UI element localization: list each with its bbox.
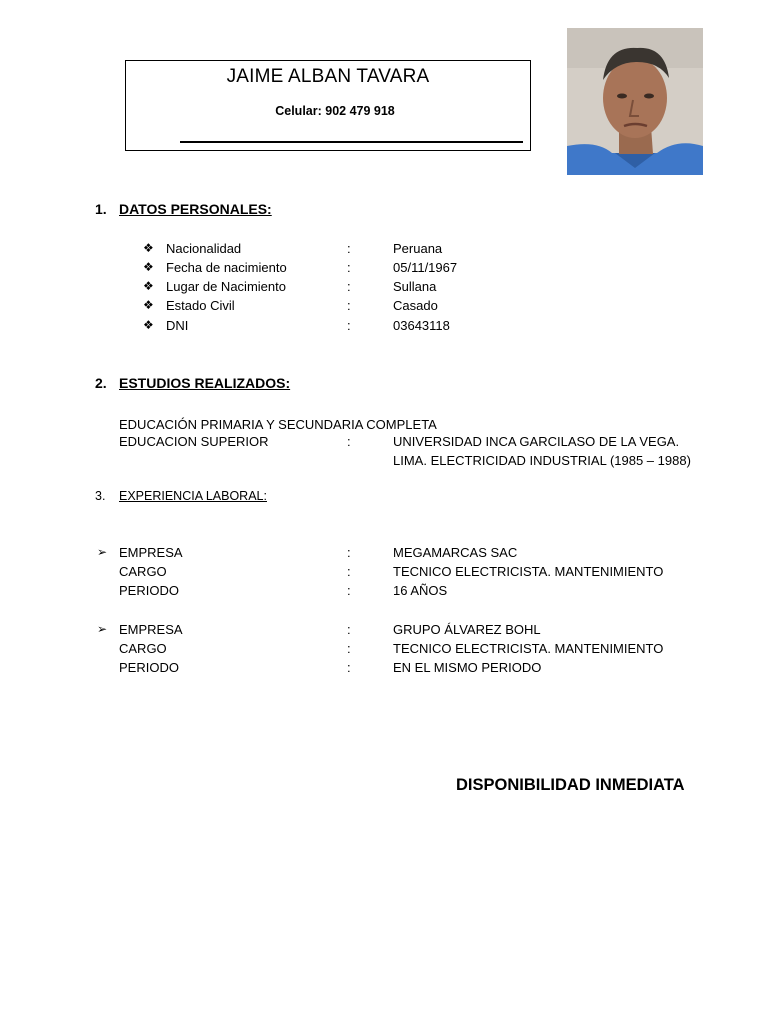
candidate-name: JAIME ALBAN TAVARA xyxy=(226,66,430,87)
section-studies-title xyxy=(95,375,290,391)
row-value: Sullana xyxy=(393,279,437,294)
diamond-bullet-icon: ❖ xyxy=(143,241,154,255)
personal-row xyxy=(143,318,703,337)
row-label: CARGO xyxy=(119,641,167,656)
row-colon: : xyxy=(347,583,351,598)
arrow-bullet-icon: ➢ xyxy=(97,545,108,559)
row-value: UNIVERSIDAD INCA GARCILASO DE LA VEGA. xyxy=(393,434,680,449)
job-empresa-row xyxy=(97,545,717,564)
row-value: 05/11/1967 xyxy=(393,260,458,275)
row-label: Nacionalidad xyxy=(166,241,242,256)
row-label: EMPRESA xyxy=(119,545,183,560)
section-experience-title xyxy=(95,489,267,503)
job-cargo-row xyxy=(97,641,717,660)
row-colon: : xyxy=(347,660,351,675)
row-label: PERIODO xyxy=(119,660,179,675)
studies-basic: EDUCACIÓN PRIMARIA Y SECUNDARIA COMPLETA xyxy=(119,417,437,432)
row-value: MEGAMARCAS SAC xyxy=(393,545,518,560)
arrow-bullet-icon: ➢ xyxy=(97,622,108,636)
section-heading: DATOS PERSONALES: xyxy=(119,201,272,217)
studies-superior-detail: LIMA. ELECTRICIDAD INDUSTRIAL (1985 – 1988) xyxy=(393,453,691,468)
row-label: Fecha de nacimiento xyxy=(166,260,287,275)
row-colon: : xyxy=(347,241,351,256)
row-colon: : xyxy=(347,545,351,560)
row-value: Casado xyxy=(393,298,438,313)
row-label: Lugar de Nacimiento xyxy=(166,279,286,294)
job-periodo-row xyxy=(97,583,717,602)
personal-row xyxy=(143,241,703,260)
row-colon: : xyxy=(347,564,351,579)
section-number: 2. xyxy=(95,375,107,391)
row-value: TECNICO ELECTRICISTA. MANTENIMIENTO xyxy=(393,564,664,579)
row-colon: : xyxy=(347,622,351,637)
row-value: GRUPO ÁLVAREZ BOHL xyxy=(393,622,541,637)
row-value: TECNICO ELECTRICISTA. MANTENIMIENTO xyxy=(393,641,664,656)
row-value: EN EL MISMO PERIODO xyxy=(393,660,542,675)
job-periodo-row xyxy=(97,660,717,679)
header-divider xyxy=(180,141,523,143)
row-value: Peruana xyxy=(393,241,443,256)
profile-photo xyxy=(567,28,703,175)
personal-row xyxy=(143,260,703,279)
job-cargo-row xyxy=(97,564,717,583)
diamond-bullet-icon: ❖ xyxy=(143,318,154,332)
row-label: PERIODO xyxy=(119,583,179,598)
diamond-bullet-icon: ❖ xyxy=(143,298,154,312)
row-colon: : xyxy=(347,318,351,333)
row-label: DNI xyxy=(166,318,189,333)
diamond-bullet-icon: ❖ xyxy=(143,260,154,274)
phone-number: Celular: 902 479 918 xyxy=(275,104,395,118)
personal-row xyxy=(143,298,703,317)
section-number: 3. xyxy=(95,489,106,503)
row-colon: : xyxy=(347,641,351,656)
row-colon: : xyxy=(347,260,351,275)
row-value: 16 AÑOS xyxy=(393,583,448,598)
studies-superior-row xyxy=(119,434,719,453)
diamond-bullet-icon: ❖ xyxy=(143,279,154,293)
section-heading: ESTUDIOS REALIZADOS: xyxy=(119,375,291,391)
row-value: 03643118 xyxy=(393,318,450,333)
row-label: Estado Civil xyxy=(166,298,235,313)
row-label: EDUCACION SUPERIOR xyxy=(119,434,269,449)
section-number: 1. xyxy=(95,201,107,217)
personal-row xyxy=(143,279,703,298)
section-personal-title xyxy=(95,201,272,217)
section-heading: EXPERIENCIA LABORAL: xyxy=(119,489,267,503)
job-empresa-row xyxy=(97,622,717,641)
row-colon: : xyxy=(347,434,351,449)
row-colon: : xyxy=(347,298,351,313)
row-label: EMPRESA xyxy=(119,622,183,637)
availability-note: DISPONIBILIDAD INMEDIATA xyxy=(456,776,685,794)
row-label: CARGO xyxy=(119,564,167,579)
row-colon: : xyxy=(347,279,351,294)
